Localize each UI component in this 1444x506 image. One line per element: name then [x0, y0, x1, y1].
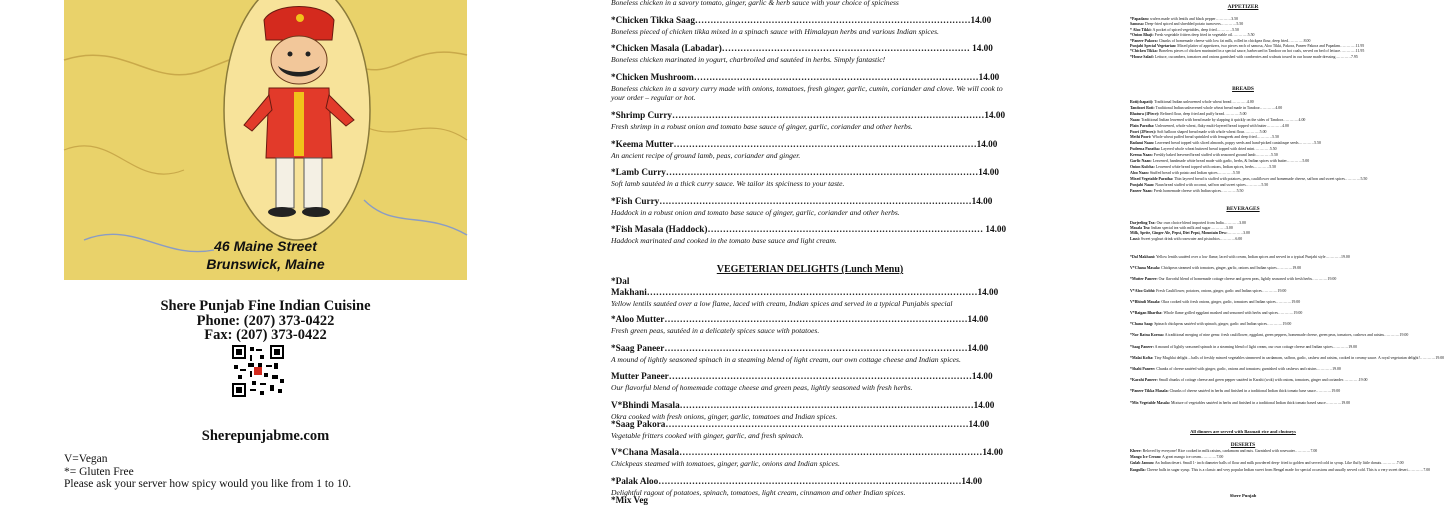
dinner-item-desc: Our flavorful blend of homemade cottage cheese and green peas, lightly seasoned with fresh herbs…………19.00 — [1157, 277, 1337, 282]
bottom-item-fragment: *Mix Veg — [611, 495, 649, 505]
menu-item-desc: A mound of lightly seasoned spinach in a steaming blend of light cream, our own cottage cheese and Indian spices. — [611, 355, 961, 364]
menu-item-desc: Yellow lentils sautéed over a low flame, laced with cream, Indian spices and served in a typical Punjabis special — [611, 299, 953, 308]
dinner-menu-line — [1130, 378, 1368, 383]
dinner-item-name: V*Bhindi Masala: — [1130, 299, 1161, 304]
dinner-item-name: Keema Naan: — [1130, 153, 1153, 158]
dinner-menu-line — [1130, 171, 1356, 175]
dinner-item-desc: Yellow lentils sautéed over a low flame, laced with cream, Indian spices and served in a typical Punjabi style…………19.00 — [1155, 255, 1350, 259]
dinner-item-name: *Paneer Pakora: — [1130, 38, 1158, 43]
dinner-menu-line — [1130, 44, 1365, 48]
fax-number: Fax: (207) 373-0422 — [204, 327, 327, 343]
dinner-item-desc: Deep-fried spiced and shredded potato turnovers…………5.50 — [1144, 22, 1244, 27]
breads-heading: BREADS — [1232, 86, 1254, 92]
dinner-item-name: *Chana Saag: — [1130, 322, 1154, 327]
dinner-item-name: Punjabi Naan: — [1130, 182, 1155, 187]
dinner-item-desc: A great mango ice cream…………7.00 — [1161, 455, 1224, 460]
dinner-item-desc: Stuffed bread with potato and Indian spices…………5.50 — [1148, 170, 1240, 175]
dinner-item-desc: Indian special tea with milk and sugar…………3.00 — [1150, 226, 1233, 231]
dinner-item-desc: Leavened, handmade white bread made with garlic, herbs, & Indian spices with butter…………5.00 — [1151, 159, 1310, 163]
dinner-item-desc: Soft balloon shaped bread made with whole wheat flour…………5.00 — [1156, 129, 1267, 134]
dinner-item-name: *Chicken Tikka: — [1130, 49, 1158, 54]
dinner-item-desc: Fresh vegetable fritters deep fried in vegetable oil…………5.50 — [1153, 33, 1255, 38]
dinner-item-name: *House Salad: — [1130, 54, 1154, 59]
footer-brand: Shere Punjab — [1229, 493, 1257, 498]
dinner-item-name: Onion Kulcha: — [1130, 164, 1155, 169]
dinner-item-desc: Unleavened, whole wheat, flaky multi-layered bread topped with butter…………4.00 — [1154, 123, 1289, 128]
dinner-item-desc: Chunks of homemade cheese with low fat milk, rolled in chickpea flour, deep fried…………8.00 — [1157, 38, 1311, 43]
dinner-item-desc: Lettuce, cucumbers, tomatoes and onions garnished with cranberries and walnuts tossed in our house made dressing…………7.95 — [1153, 54, 1358, 59]
menu-item — [611, 419, 1017, 440]
dinner-menu-line — [1130, 221, 1356, 225]
restaurant-name: Shere Punjab Fine Indian Cuisine — [160, 298, 371, 314]
legend — [64, 453, 351, 491]
dinner-item-desc: Chickpeas steamed with tomatoes, ginger, garlic, onions and Indian spices…………19.00 — [1160, 266, 1302, 271]
dinner-menu-line — [1130, 355, 1444, 360]
dinner-menu-line — [1130, 153, 1356, 157]
legend-gluten-free: *= Gluten Free — [64, 465, 134, 478]
dinner-item-name: Punjabi Special Vegetarian: — [1130, 44, 1177, 48]
dinner-menu-line — [1130, 461, 1404, 466]
dinner-item-name: *Nav Ratna Korma: — [1130, 333, 1164, 338]
dinner-menu-line — [1130, 22, 1356, 26]
dinner-item-desc: Traditional Indian leavened with bread made by slapping it quickly on the sides of Tandoor…………4.00 — [1140, 117, 1306, 122]
dinner-item-desc: Layered whole wheat buttered bread topped with dried mint…………5.50 — [1159, 147, 1277, 152]
dinner-item-name: Masala Tea: — [1130, 226, 1151, 231]
map-address-street: 46 Maine Street — [214, 238, 317, 254]
menu-item-name: *Fish Masala (Haddock)……………………………………………………………………………… 14.00 — [611, 224, 1007, 234]
menu-item-name: *Palak Aloo………………………………………………………………………………………14.00 — [611, 476, 983, 486]
map-address-city: Brunswick, Maine — [206, 256, 325, 272]
dinner-menu-line — [1130, 165, 1356, 169]
dinner-item-desc: Our own choice blend imported from India…………3.00 — [1155, 221, 1246, 225]
menu-item-desc: Boneless chicken in a savory curry made with onions, tomatoes, fresh ginger, garlic, cumin, coriander and clove. We will cook to your order – regular or hot. — [611, 84, 1003, 103]
menu-item-desc: Haddock in a robust onion and tomato base sauce of ginger, garlic, coriander and other herbs. — [611, 208, 900, 217]
dinner-menu-line — [1130, 401, 1356, 405]
dinner-item-desc: Spinach chickpeas sautéed with spinach, ginger, garlic and Indian spices…………19.00 — [1153, 322, 1292, 327]
dinner-item-desc: Tiny Mughlai delight – balls of freshly minced vegetables simmered in cardamom, saffron, garlic, cashew and raisins, cooked in creamy sauce. A royal vegetarian delight!…………19.00 — [1153, 355, 1444, 360]
menu-item-desc: Okra cooked with fresh onions, ginger, garlic, tomatoes and Indian spices. — [611, 412, 838, 421]
dinner-note: All dinners are served with Basmati rice and chutneys — [1190, 429, 1296, 434]
menu-item-name: *Saag Paneer………………………………………………………………………………………14.00 — [611, 343, 989, 353]
dinner-menu-line — [1130, 112, 1356, 116]
dinner-item-desc: Traditional Indian unleavened whole wheat bread…………4.00 — [1153, 100, 1254, 104]
dinner-menu-line — [1130, 231, 1356, 235]
appetizer-heading: APPETIZER — [1227, 4, 1259, 10]
dinner-menu-line — [1130, 141, 1356, 145]
dinner-item-name: Mixed Vegetable Paratha: — [1130, 176, 1174, 181]
dinner-item-name: Pudeena Paratha: — [1130, 147, 1160, 152]
dinner-item-desc: Mixed platter of appetizers, two pieces each of samosa, Aloo Tikki, Pakora, Paneer Pakora and Papadam…………11.95 — [1176, 44, 1365, 48]
dinner-menu-line — [1130, 147, 1356, 151]
dinner-item-desc: wafers made with lentils and black pepper…………3.50 — [1149, 17, 1239, 21]
dinner-item-desc: Chunks of cheese sautéed with ginger, garlic, onions and tomatoes; garnished with cashews and raisins…………19.00 — [1155, 367, 1341, 371]
website-link[interactable]: Sherepunjabme.com — [201, 428, 330, 444]
dinner-item-desc: Leavened white bread topped with onions, Indian spices, herbs…………5.50 — [1154, 164, 1276, 169]
menu-item-desc: An ancient recipe of ground lamb, peas, coriander and ginger. — [611, 151, 801, 160]
menu-item — [611, 476, 1017, 497]
dinner-item-desc: Small chunks of cottage cheese and green pepper sautéed in Karahi (wok) with onions, tomatoes, ginger and coriander…………19.00 — [1157, 378, 1368, 383]
dinner-item-name: *Malai Kofta: — [1130, 355, 1154, 360]
dinner-menu-line — [1130, 449, 1356, 453]
menu-item — [611, 72, 1017, 103]
menu-item — [611, 371, 1017, 392]
lunch-menu-panel — [600, 0, 1020, 505]
dinner-item-name: V*Baigan Bhartha: — [1130, 311, 1163, 315]
menu-item-name: *Chicken Masala (Labadar)……………………………………………………………………… 14.00 — [611, 43, 993, 53]
dinner-menu-line — [1130, 124, 1356, 128]
dinner-item-desc: An Indian desert. Small 1- inch diameter balls of flour and milk powdered deep- fried to golden and served cold in syrup. Like fluffy little donuts…………7.00 — [1154, 461, 1404, 466]
menu-item-desc: Fresh green peas, sautéed in a delicately spices sauce with potatoes. — [611, 326, 820, 335]
menu-item — [611, 447, 1017, 468]
dinner-menu-line — [1130, 100, 1356, 104]
menu-item-desc: Fresh shrimp in a robust onion and tomato base sauce of ginger, garlic, coriander and other herbs. — [611, 122, 913, 131]
dinner-item-desc: Mixture of vegetables sautéed in herbs and finished in a traditional Indian thick tomato based sauce…………19.00 — [1169, 400, 1351, 405]
dinner-item-desc: Sweet yoghurt drink with rosewater and pistachios…………6.00 — [1139, 236, 1243, 241]
menu-item-name: *Shrimp Curry…………………………………………………………………………………………14.00 — [611, 110, 1006, 120]
phone-number: Phone: (207) 373-0422 — [196, 312, 335, 329]
contact-info — [64, 299, 467, 343]
dinner-item-desc: Freshly baked leavened bread stuffed with seasoned ground lamb…………5.50 — [1152, 153, 1278, 158]
qr-code-icon[interactable] — [232, 345, 284, 397]
dinner-menu-line — [1130, 389, 1356, 393]
dinner-item-name: Paneer Naan: — [1130, 188, 1153, 193]
dinner-item-name: Milk, Sprite, Ginger Ale, Pepsi, Diet Pepsi, Mountain Dew: — [1130, 231, 1228, 236]
menu-item-desc: Vegetable fritters cooked with ginger, garlic, and fresh spinach. — [611, 431, 804, 440]
dinner-item-name: V*Chana Masala: — [1130, 266, 1161, 271]
menu-item — [611, 343, 1017, 364]
dinner-menu-line — [1130, 189, 1356, 193]
dinner-menu-line — [1130, 322, 1356, 326]
dinner-menu-line — [1130, 106, 1356, 110]
dinner-item-name: Gulab Jamun: — [1130, 461, 1155, 466]
dinner-menu-line — [1130, 266, 1356, 270]
dinner-item-desc: Cheese balls in sugar syrup. This is a classic and very popular Indian sweet from Bengal made for special occasions and usually served cold. This is a very sweet desert…………7.00 — [1145, 467, 1431, 472]
menu-item-name-cont: Makhani………………………………………………………………………………………………14.00 — [611, 287, 999, 297]
menu-item — [611, 314, 1017, 335]
dinner-menu-line — [1130, 277, 1356, 281]
dinner-menu-line — [1130, 255, 1356, 259]
dinner-menu-line — [1130, 130, 1356, 134]
dinner-menu-line — [1130, 39, 1356, 43]
dinner-item-desc: Fresh homemade cheese with Indian spices…………5.50 — [1152, 188, 1244, 193]
dinner-item-name: *Onion Bhaji: — [1130, 33, 1154, 38]
dinner-menu-line — [1130, 455, 1356, 459]
dinner-item-name: Poori (2Pieces): — [1130, 129, 1157, 134]
menu-item — [611, 139, 1017, 160]
legend-spice: Please ask your server how spicy would you like from 1 to 10. — [64, 478, 352, 491]
dinner-item-desc: A pocket of spiced vegetables, deep fried…………5.50 — [1151, 27, 1239, 32]
dinner-menu-line — [1130, 33, 1356, 37]
dinner-menu-line — [1130, 118, 1356, 122]
dinner-item-name: V*Aloo Gobhi: — [1130, 288, 1156, 293]
menu-item-desc: Our flavorful blend of homemade cottage cheese and green peas, lightly seasoned with fresh herbs. — [611, 383, 913, 392]
dinner-menu-line — [1130, 289, 1356, 293]
dinner-item-name: *Papadam: — [1130, 17, 1150, 21]
map-illustration — [64, 0, 467, 280]
left-panel — [0, 0, 560, 500]
dinner-item-name: Lassi: — [1130, 236, 1140, 241]
dinner-item-desc: Beloved by everyone! Rice cooked in milk raisins, cardamom and nuts. Garnished with rosewater…………7.00 — [1141, 449, 1318, 453]
dinner-menu-line — [1130, 55, 1356, 59]
menu-item-name: Mutter Paneer………………………………………………………………………………………14.00 — [611, 371, 993, 381]
menu-item-desc: Soft lamb sautéed in a thick curry sauce. We tailor its spiciness to your taste. — [611, 179, 845, 188]
legend-vegan: V=Vegan — [64, 453, 108, 465]
dinner-item-name: Methi Poori: — [1130, 135, 1152, 140]
dinner-item-name: Garlic Naan: — [1130, 159, 1152, 163]
dinner-menu-line — [1130, 17, 1356, 21]
dinner-item-name: *Shahi Paneer: — [1130, 367, 1156, 371]
dinner-item-name: Badami Naan: — [1130, 141, 1155, 146]
dinner-item-name: Rasgulla: — [1130, 467, 1146, 472]
dinner-item-name: Aloo Naan: — [1130, 170, 1149, 175]
menu-item-desc: Boneless chicken marinated in yogurt, charbroiled and sautéed in herbs. Simply fantastic! — [611, 55, 886, 64]
dinner-item-name: Bhatura (1Piece): — [1130, 111, 1160, 116]
menu-item — [611, 276, 1017, 308]
dinner-item-desc: Chunks of cheese sautéed in herbs and finished in a traditional Indian thick tomato base sauce…………19.00 — [1168, 389, 1341, 394]
menu-item — [611, 43, 1017, 64]
menu-item-name: V*Bhindi Masala……………………………………………………………………………………14.00 — [611, 400, 995, 410]
dinner-menu-line — [1130, 345, 1356, 349]
dinner-item-desc: Okra cooked with fresh onions, ginger, garlic, tomatoes and Indian spices…………19.00 — [1160, 299, 1301, 304]
dinner-item-name: *Paneer Tikka Masala: — [1130, 389, 1169, 394]
dinner-item-desc: Boneless pieces of chicken marinated in a special sauce, barbecued in Tandoor on hot coals, served on bed of lettuce…………11.95 — [1157, 49, 1365, 54]
menu-item-name: *Aloo Mutter………………………………………………………………………………………14.00 — [611, 314, 989, 324]
menu-item-name: V*Chana Masala………………………………………………………………………………………14.00 — [611, 447, 1004, 457]
dinner-item-name: Kheer: — [1130, 449, 1142, 453]
dinner-item-name: Mango Ice Cream: — [1130, 455, 1162, 460]
dinner-menu-line — [1130, 333, 1409, 338]
dinner-item-name: * Aloo Tikki: — [1130, 27, 1152, 32]
dinner-menu-line — [1130, 226, 1356, 230]
dinner-menu-line — [1130, 183, 1356, 187]
dinner-item-desc: Traditional Indian unleavened whole wheat bread made in Tandoor…………4.00 — [1154, 105, 1283, 110]
dinner-item-name: *Dal Makhani: — [1130, 255, 1156, 259]
dinner-item-desc: Thin layered bread is stuffed with potatoes, peas, cauliflower and homemade cheese, saffron and sweet spices…………5.50 — [1173, 176, 1368, 181]
dinner-item-name: *Karahi Paneer: — [1130, 378, 1158, 383]
menu-item-name: *Chicken Mushroom…………………………………………………………………………………14.00 — [611, 72, 1000, 82]
dinner-item-name: Darjeeling Tea: — [1130, 221, 1156, 225]
dinner-menu-line — [1130, 300, 1356, 304]
menu-item-name: *Dal — [611, 276, 630, 286]
menu-item — [611, 110, 1017, 131]
menu-item-desc: Delightful ragout of potatoes, spinach, tomatoes, light cream, cinnamon and other Indian spices. — [611, 488, 906, 497]
menu-item — [611, 196, 1017, 217]
menu-item — [611, 167, 1017, 188]
dinner-item-name: Naan: — [1130, 117, 1141, 122]
veg-section-heading: VEGETERIAN DELIGHTS (Lunch Menu) — [716, 264, 904, 275]
dinner-item-desc: Whole wheat puffed bread sprinkled with fenugreek and deep fried…………5.50 — [1151, 135, 1279, 140]
menu-item — [611, 224, 1017, 245]
menu-item-name: *Saag Pakora………………………………………………………………………………………14.00 — [611, 419, 990, 429]
dinner-item-name: *Mutter Paneer: — [1130, 277, 1158, 282]
dinner-menu-line — [1130, 467, 1431, 472]
dinner-item-desc: …………3.00 — [1227, 231, 1250, 236]
menu-item-desc: Chickpeas steamed with tomatoes, ginger, garlic, onions and Indian spices. — [611, 459, 840, 468]
dinner-item-desc: Fresh Cauliflower, potatoes, onions, ginger, garlic and Indian spices…………19.00 — [1155, 288, 1287, 293]
dinner-menu-panel — [1126, 0, 1444, 500]
menu-item-name: *Chicken Tikka Saag………………………………………………………………………………14.00 — [611, 15, 992, 25]
dinner-menu-line — [1130, 159, 1356, 163]
deserts-heading: DESERTS — [1230, 442, 1256, 448]
dinner-menu-line — [1130, 311, 1356, 315]
dinner-menu-line — [1130, 237, 1356, 241]
dinner-item-name: *Saag Paneer: — [1130, 344, 1154, 349]
menu-item-desc: Boneless pieced of chicken tikka mixed in a spinach sauce with Himalayan herbs and various Indian spices. — [611, 27, 939, 36]
beverages-heading: BEVERAGES — [1226, 206, 1260, 212]
dinner-item-desc: Naan bread stuffed with coconut, saffron and sweet spices…………5.50 — [1154, 182, 1269, 187]
menu-item-desc: Haddock marinated and cooked in the tomato base sauce and light cream. — [611, 236, 837, 245]
dinner-item-name: *Mix Vegetable Masala: — [1130, 400, 1170, 405]
dinner-item-name: Roti(chapati): — [1130, 100, 1154, 104]
menu-item-name: *Lamb Curry…………………………………………………………………………………………14.00 — [611, 167, 999, 177]
dinner-item-name: Plain Paratha: — [1130, 123, 1155, 128]
menu-item-name: *Fish Curry…………………………………………………………………………………………14.00 — [611, 196, 993, 206]
top-description-fragment: Boneless chicken in a savory tomato, ginger, garlic & herb sauce with your choice of spiciness — [611, 0, 899, 7]
dinner-item-name: Samosa: — [1130, 22, 1145, 27]
dinner-menu-line — [1130, 49, 1365, 54]
menu-item-name: *Keema Mutter………………………………………………………………………………………14.00 — [611, 139, 998, 149]
dinner-menu-line — [1130, 367, 1356, 371]
dinner-menu-line — [1130, 28, 1356, 32]
dinner-item-name: Tandoori Roti: — [1130, 105, 1155, 110]
dinner-item-desc: Whole flame grilled eggplant mashed and seasoned with herbs and spices…………19.00 — [1162, 311, 1303, 315]
dinner-item-desc: Refined flour, deep fried and puffy bread…………5.00 — [1159, 111, 1247, 116]
dinner-menu-line — [1130, 176, 1368, 181]
dinner-item-desc: Leavened bread topped with sliced almonds, poppy seeds and hand-picked cantaloupe seeds…………5.50 — [1154, 141, 1321, 146]
menu-item — [611, 15, 1017, 36]
dinner-item-desc: A mound of lightly seasoned spinach in a steaming blend of light cream, our own cottage cheese and Indian spices…………19.00 — [1153, 344, 1358, 349]
dinner-menu-line — [1130, 135, 1356, 139]
dinner-item-desc: A traditional merging of nine gems: fresh cauliflower, eggplant, green peppers, homemade cheese, green peas, tomatoes, cashews and raisins…………19.00 — [1163, 333, 1409, 338]
